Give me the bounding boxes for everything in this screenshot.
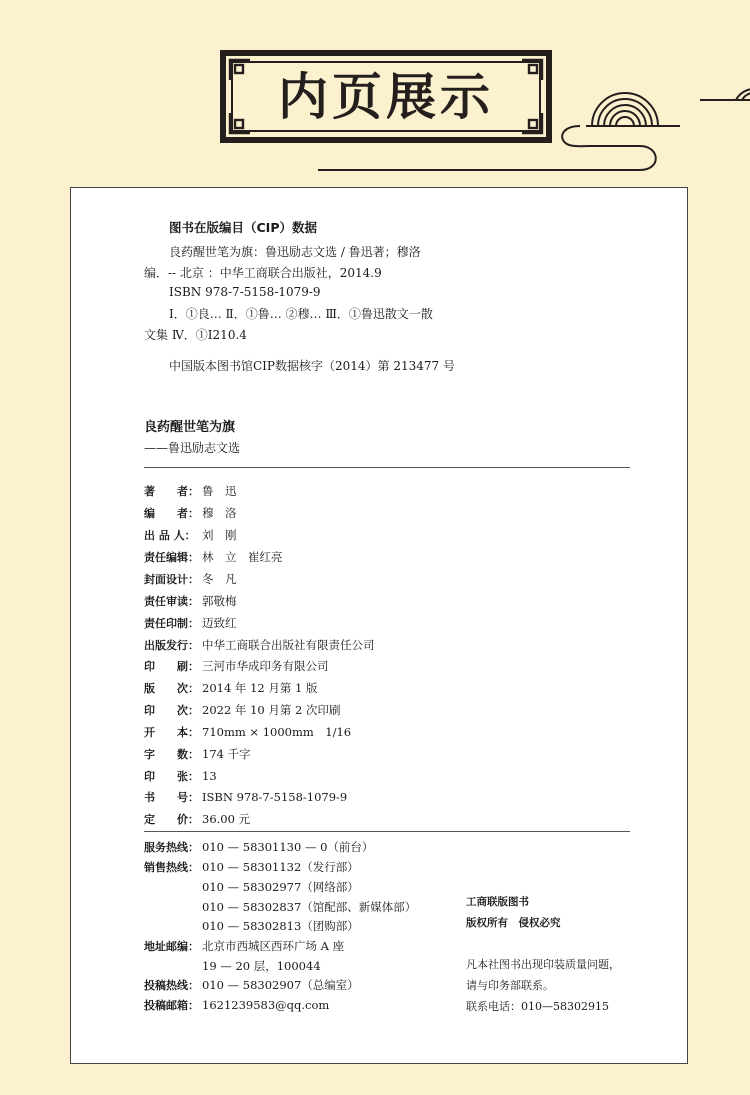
credit-row (144, 592, 237, 610)
credit-label: 印 张： (144, 770, 199, 783)
contact-phone: 联系电话：010—58302915 (466, 1000, 609, 1013)
cip-line: 中国版本图书馆CIP数据核字（2014）第 213477 号 (169, 359, 455, 373)
credit-value: ISBN 978-7-5158-1079-9 (202, 790, 348, 804)
cip-line: Ⅰ．①良… Ⅱ．①鲁… ②穆… Ⅲ．①鲁迅散文一散 (169, 307, 433, 321)
contact-value: 010 — 58302813（团购部） (202, 919, 359, 933)
credit-value: 三河市华成印务有限公司 (202, 659, 329, 673)
credit-row (144, 701, 341, 719)
credit-value: 迈致红 (202, 616, 237, 630)
divider (144, 831, 630, 832)
contact-value: 010 — 58302837（馆配部、新媒体部） (202, 900, 417, 914)
credit-label: 印 次： (144, 704, 199, 717)
credit-value: 174 千字 (202, 747, 251, 761)
credit-row (144, 788, 347, 806)
contact-value: 19 — 20 层，100044 (202, 959, 321, 973)
section-banner (220, 50, 552, 143)
banner-title: 内页展示 (278, 68, 494, 126)
contact-row (144, 898, 416, 916)
contact-row (144, 996, 329, 1014)
credit-label: 开 本： (144, 726, 199, 739)
contact-value: 010 — 58302977（网络部） (202, 880, 359, 894)
divider (144, 467, 630, 468)
credit-row (144, 504, 237, 522)
contact-label: 投稿邮箱： (144, 999, 199, 1012)
contact-label: 地址邮编： (144, 940, 199, 953)
cip-line: 编．-- 北京 ：中华工商联合出版社，2014.9 (144, 266, 382, 280)
credit-label: 书 号： (144, 791, 199, 804)
rights-notice: 版权所有 侵权必究 (466, 917, 561, 929)
book-subtitle: ——鲁迅励志文选 (144, 441, 241, 455)
credit-row (144, 526, 237, 544)
contact-value: 010 — 58302907（总编室） (202, 978, 359, 992)
credit-label: 定 价： (144, 813, 199, 826)
contact-label: 销售热线： (144, 861, 199, 874)
credit-label: 版 次： (144, 682, 199, 695)
credit-value: 2014 年 12 月第 1 版 (202, 681, 318, 695)
credit-row (144, 657, 329, 675)
cip-title: 图书在版编目（CIP）数据 (169, 220, 317, 235)
credit-row (144, 767, 217, 785)
credit-value: 刘 刚 (202, 528, 237, 542)
credit-value: 13 (202, 769, 217, 783)
contact-row (144, 957, 321, 975)
banner-inner (226, 56, 546, 137)
credit-label: 出 品 人： (144, 529, 196, 542)
credit-row (144, 723, 351, 741)
credit-label: 印 刷： (144, 660, 199, 673)
copyright-page (70, 187, 688, 1064)
publisher-mark: 工商联版图书 (466, 896, 529, 908)
credit-label: 责任印制： (144, 617, 199, 630)
credit-row (144, 679, 318, 697)
credit-row (144, 745, 251, 763)
credit-label: 著 者： (144, 485, 199, 498)
credit-row (144, 614, 237, 632)
credit-value: 鲁 迅 (202, 484, 237, 498)
contact-row (144, 878, 359, 896)
credit-value: 中华工商联合出版社有限责任公司 (202, 638, 375, 652)
credit-row (144, 548, 283, 566)
credit-label: 责任编辑： (144, 551, 199, 564)
contact-row (144, 838, 373, 856)
credit-label: 字 数： (144, 748, 199, 761)
credit-row (144, 636, 375, 654)
contact-row (144, 917, 359, 935)
credit-label: 封面设计： (144, 573, 199, 586)
contact-label: 投稿热线： (144, 979, 199, 992)
contact-value: 北京市西城区西环广场 A 座 (202, 939, 345, 953)
credit-row (144, 482, 237, 500)
credit-value: 36.00 元 (202, 812, 251, 826)
contact-row (144, 858, 359, 876)
contact-value: 010 — 58301130 — 0（前台） (202, 840, 374, 854)
cip-line: 文集 Ⅳ．①I210.4 (144, 328, 247, 342)
credit-row (144, 570, 237, 588)
credit-row (144, 810, 250, 828)
credit-label: 出版发行： (144, 639, 199, 652)
cip-line: ISBN 978-7-5158-1079-9 (169, 285, 321, 299)
credit-value: 林 立 崔红亮 (202, 550, 283, 564)
credit-value: 冬 凡 (202, 572, 237, 586)
credit-label: 责任审读： (144, 595, 199, 608)
quality-notice-line: 请与印务部联系。 (466, 979, 554, 992)
cip-line: 良药醒世笔为旗：鲁迅励志文选 / 鲁迅著；穆洛 (169, 245, 421, 259)
quality-notice-line: 凡本社图书出现印装质量问题， (466, 958, 620, 971)
contact-row (144, 937, 344, 955)
credit-label: 编 者： (144, 507, 199, 520)
credit-value: 郭敬梅 (202, 594, 237, 608)
book-title: 良药醒世笔为旗 (144, 420, 236, 435)
credit-value: 2022 年 10 月第 2 次印刷 (202, 703, 341, 717)
credit-value: 穆 洛 (202, 506, 237, 520)
credit-value: 710mm × 1000mm 1/16 (202, 725, 352, 739)
contact-row (144, 976, 359, 994)
contact-value: 010 — 58301132（发行部） (202, 860, 359, 874)
contact-value: 1621239583@qq.com (202, 998, 330, 1012)
contact-label: 服务热线： (144, 841, 199, 854)
